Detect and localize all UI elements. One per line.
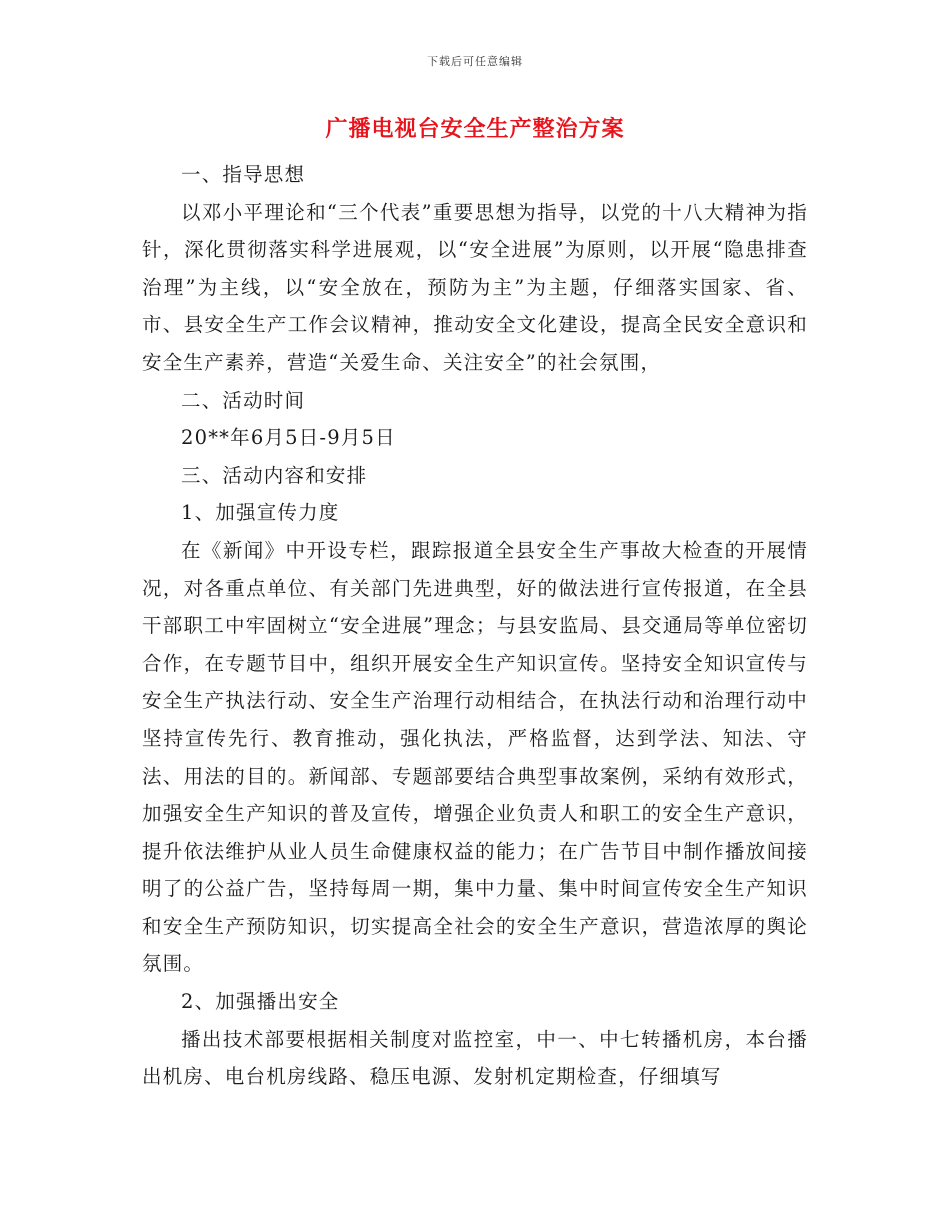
paragraph-publicity: 在《新闻》中开设专栏，跟踪报道全县安全生产事故大检查的开展情况，对各重点单位、有关部门先进典型，好的做法进行宣传报道，在全县干部职工中牢固树立“安全进展”理念；与县安监局、县交通局等单位密切合作，在专题节目中，组织开展安全生产知识宣传。坚持安全知识宣传与安全生产执法行动、安全生产治理行动相结合，在执法行动和治理行动中坚持宣传先行、教育推动，强化执法，严格监督，达到学法、知法、守法、用法的目的。新闻部、专题部要结合典型事故案例，采纳有效形式，加强安全生产知识的普及宣传，增强企业负责人和职工的安全生产意识，提升依法维护从业人员生命健康权益的能力；在广告节目中制作播放间接明了的公益广告，坚持每周一期，集中力量、集中时间宣传安全生产知识和安全生产预防知识，切实提高全社会的安全生产意识，营造浓厚的舆论氛围。 [142, 538, 808, 976]
paragraph-broadcast-safety: 播出技术部要根据相关制度对监控室，中一、中七转播机房，本台播出机房、电台机房线路、稳压电源、发射机定期检查，仔细填写 [142, 1027, 808, 1089]
paragraph-activity-dates: 20**年6月5日-9月5日 [181, 426, 396, 450]
subheading-broadcast-safety: 2、加强播出安全 [181, 990, 340, 1014]
subheading-publicity: 1、加强宣传力度 [181, 501, 340, 525]
document-title: 广播电视台安全生产整治方案 [325, 117, 625, 142]
section-heading-activity-time: 二、活动时间 [181, 388, 306, 412]
section-heading-activity-content: 三、活动内容和安排 [181, 463, 368, 487]
header-note: 下载后可任意编辑 [427, 55, 523, 68]
paragraph-guiding-ideology: 以邓小平理论和“三个代表”重要思想为指导，以党的十八大精神为指针，深化贯彻落实科学进展观，以“安全进展”为原则，以开展“隐患排查治理”为主线，以“安全放在，预防为主”为主题，仔细落实国家、省、市、县安全生产工作会议精神，推动安全文化建设，提高全民安全意识和安全生产素养，营造“关爱生命、关注安全”的社会氛围， [142, 200, 808, 374]
document-body [142, 156, 808, 1096]
section-heading-guiding-ideology: 一、指导思想 [181, 163, 306, 186]
